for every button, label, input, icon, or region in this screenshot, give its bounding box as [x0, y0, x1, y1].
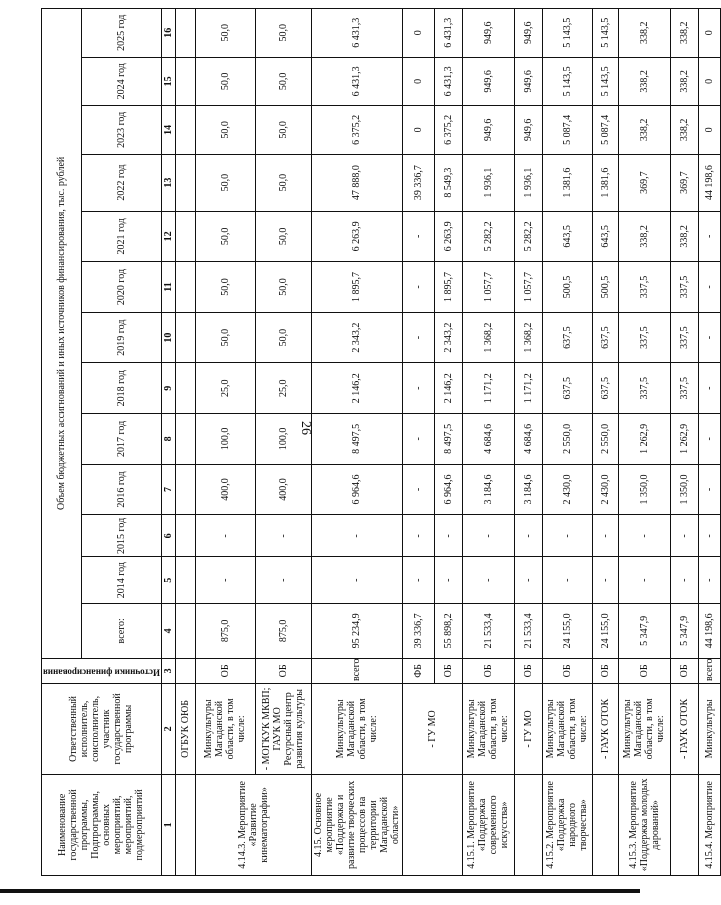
- column-index: 4: [161, 603, 175, 658]
- header-total: всего:: [81, 603, 161, 658]
- table-row: [402, 9, 434, 876]
- row-value: -: [670, 557, 698, 603]
- row-source: ОБ: [462, 658, 514, 683]
- row-value: 50,0: [255, 312, 311, 363]
- row-value: 0: [402, 106, 434, 155]
- row-value: 25,0: [255, 363, 311, 414]
- row-value: 44 198,6: [698, 154, 720, 211]
- column-index: 9: [161, 363, 175, 414]
- row-value: 6 431,3: [311, 57, 402, 106]
- row-value: [175, 515, 195, 557]
- row-value: 2 146,2: [434, 363, 462, 414]
- table-row: [195, 9, 255, 876]
- row-total: 39 336,7: [402, 603, 434, 658]
- row-value: [175, 414, 195, 465]
- row-value: -: [698, 464, 720, 515]
- row-responsible: - МОГКУК МКВП; ГАУК МО Ресурсный центр развития культуры: [255, 684, 311, 775]
- row-value: 1 368,2: [462, 312, 514, 363]
- row-source: ФБ: [402, 658, 434, 683]
- row-value: 50,0: [195, 9, 255, 58]
- row-responsible: - ГАУК ОТОК: [592, 684, 618, 775]
- row-value: 25,0: [195, 363, 255, 414]
- row-value: 338,2: [618, 106, 670, 155]
- row-value: [175, 57, 195, 106]
- row-value: 2 430,0: [592, 464, 618, 515]
- row-value: 2 343,2: [311, 312, 402, 363]
- row-value: 8 497,5: [311, 414, 402, 465]
- row-value: -: [434, 557, 462, 603]
- row-value: [175, 9, 195, 58]
- row-responsible: Минкультуры: [698, 684, 720, 775]
- header-funding: Объем бюджетных ассигнований и иных источников финансирования, тыс. рублей: [42, 9, 82, 659]
- row-responsible: ОГБУК ОЮБ: [175, 684, 195, 775]
- row-value: 643,5: [592, 211, 618, 262]
- row-value: 5 143,5: [542, 9, 592, 58]
- row-source: всего: [698, 658, 720, 683]
- row-total: [175, 603, 195, 658]
- row-value: 400,0: [255, 464, 311, 515]
- row-value: 2 550,0: [542, 414, 592, 465]
- table-row: [698, 9, 720, 876]
- row-value: 5 143,5: [592, 57, 618, 106]
- row-total: 875,0: [255, 603, 311, 658]
- row-value: -: [311, 515, 402, 557]
- row-source: [175, 658, 195, 683]
- row-value: 0: [402, 57, 434, 106]
- row-value: -: [402, 557, 434, 603]
- row-value: 337,5: [618, 312, 670, 363]
- row-value: 369,7: [618, 154, 670, 211]
- row-value: -: [698, 211, 720, 262]
- table-frame: [41, 8, 715, 876]
- row-value: 5 143,5: [592, 9, 618, 58]
- row-total: 21 533,4: [514, 603, 542, 658]
- row-total: 24 155,0: [542, 603, 592, 658]
- row-value: 337,5: [670, 262, 698, 313]
- header-year: 2014 год: [81, 557, 161, 603]
- row-value: 369,7: [670, 154, 698, 211]
- row-value: 100,0: [195, 414, 255, 465]
- row-total: 5 347,9: [618, 603, 670, 658]
- row-value: 338,2: [670, 9, 698, 58]
- row-value: 5 282,2: [514, 211, 542, 262]
- row-value: 2 343,2: [434, 312, 462, 363]
- row-value: 1 381,6: [542, 154, 592, 211]
- row-value: 5 087,4: [542, 106, 592, 155]
- row-name: [402, 774, 462, 875]
- header-year: 2016 год: [81, 464, 161, 515]
- column-index: 2: [161, 684, 175, 775]
- row-responsible: Минкультуры Магаданской области, в том числе:: [195, 684, 255, 775]
- row-value: -: [255, 557, 311, 603]
- row-total: 21 533,4: [462, 603, 514, 658]
- table-row: [175, 9, 195, 876]
- row-value: -: [402, 464, 434, 515]
- row-value: 338,2: [670, 106, 698, 155]
- row-value: -: [618, 557, 670, 603]
- row-value: 949,6: [514, 57, 542, 106]
- row-value: 1 350,0: [670, 464, 698, 515]
- row-value: -: [402, 211, 434, 262]
- row-value: -: [542, 557, 592, 603]
- row-value: 6 375,2: [311, 106, 402, 155]
- row-value: 500,5: [542, 262, 592, 313]
- row-value: 338,2: [618, 9, 670, 58]
- row-value: -: [195, 515, 255, 557]
- row-value: 50,0: [195, 57, 255, 106]
- row-total: 55 898,2: [434, 603, 462, 658]
- row-value: 5 282,2: [462, 211, 514, 262]
- row-value: 50,0: [255, 262, 311, 313]
- row-value: 643,5: [542, 211, 592, 262]
- row-total: 875,0: [195, 603, 255, 658]
- row-name: 4.15.1. Мероприятие «Поддержка современного искусства»: [462, 774, 514, 875]
- row-name: [592, 774, 618, 875]
- row-value: 1 350,0: [618, 464, 670, 515]
- row-value: 949,6: [462, 57, 514, 106]
- row-source: ОБ: [670, 658, 698, 683]
- row-value: -: [698, 414, 720, 465]
- row-value: 0: [402, 9, 434, 58]
- row-value: 4 684,6: [462, 414, 514, 465]
- row-responsible: - ГУ МО: [402, 684, 462, 775]
- row-value: 1 057,7: [462, 262, 514, 313]
- row-value: 1 895,7: [311, 262, 402, 313]
- row-value: 338,2: [670, 57, 698, 106]
- row-value: 1 936,1: [462, 154, 514, 211]
- row-value: 1 936,1: [514, 154, 542, 211]
- table-row: [670, 9, 698, 876]
- row-value: 337,5: [618, 262, 670, 313]
- column-index: 3: [161, 658, 175, 683]
- row-value: 2 550,0: [592, 414, 618, 465]
- column-index: 13: [161, 154, 175, 211]
- column-index: 14: [161, 106, 175, 155]
- row-value: 637,5: [592, 312, 618, 363]
- row-value: 50,0: [255, 154, 311, 211]
- row-value: 337,5: [670, 363, 698, 414]
- row-responsible: Минкультуры Магаданской области, в том числе:: [542, 684, 592, 775]
- row-value: -: [402, 262, 434, 313]
- header-year: 2024 год: [81, 57, 161, 106]
- row-value: -: [402, 414, 434, 465]
- column-index: 7: [161, 464, 175, 515]
- row-source: ОБ: [592, 658, 618, 683]
- row-value: -: [542, 515, 592, 557]
- row-source: ОБ: [514, 658, 542, 683]
- table-row: [255, 9, 311, 876]
- row-value: 6 263,9: [434, 211, 462, 262]
- row-value: -: [255, 515, 311, 557]
- row-value: 6 964,6: [434, 464, 462, 515]
- row-value: -: [195, 557, 255, 603]
- row-source: ОБ: [195, 658, 255, 683]
- row-value: 8 497,5: [434, 414, 462, 465]
- row-value: 338,2: [618, 57, 670, 106]
- row-value: 1 368,2: [514, 312, 542, 363]
- row-total: 44 198,6: [698, 603, 720, 658]
- row-responsible: - ГУ МО: [514, 684, 542, 775]
- header-year: 2021 год: [81, 211, 161, 262]
- header-year: 2022 год: [81, 154, 161, 211]
- row-source: ОБ: [255, 658, 311, 683]
- row-value: 100,0: [255, 414, 311, 465]
- header-year: 2017 год: [81, 414, 161, 465]
- row-name: [670, 774, 698, 875]
- row-value: [175, 211, 195, 262]
- financing-table: [41, 8, 721, 876]
- column-index: 5: [161, 557, 175, 603]
- row-name: 4.14.3. Мероприятие «Развитие кинематографии»: [195, 774, 311, 875]
- row-value: -: [514, 557, 542, 603]
- row-source: ОБ: [434, 658, 462, 683]
- row-value: 50,0: [195, 154, 255, 211]
- row-responsible: Минкультуры Магаданской области, в том числе:: [618, 684, 670, 775]
- header-name: Наименование государственной программы, Подпрограммы, основных мероприятий, мероприятий, подмероприятий: [42, 774, 162, 875]
- row-value: -: [698, 262, 720, 313]
- column-index: 12: [161, 211, 175, 262]
- row-responsible: Минкультуры Магаданской области, в том числе:: [311, 684, 402, 775]
- table-row: [311, 9, 402, 876]
- column-index: 6: [161, 515, 175, 557]
- row-value: -: [402, 515, 434, 557]
- row-value: [175, 262, 195, 313]
- page-bottom-rule: [0, 889, 640, 893]
- row-total: 95 234,9: [311, 603, 402, 658]
- row-value: 8 549,3: [434, 154, 462, 211]
- row-value: 949,6: [514, 106, 542, 155]
- row-value: -: [592, 515, 618, 557]
- row-value: -: [402, 312, 434, 363]
- row-value: [175, 363, 195, 414]
- row-name: [514, 774, 542, 875]
- row-source: ОБ: [618, 658, 670, 683]
- table-row: [462, 9, 514, 876]
- row-value: 637,5: [542, 363, 592, 414]
- row-value: -: [402, 363, 434, 414]
- row-value: -: [670, 515, 698, 557]
- row-value: -: [434, 515, 462, 557]
- row-name: 4.15.3. Мероприятие «Поддержка молодых дарований»: [618, 774, 670, 875]
- row-value: [175, 557, 195, 603]
- row-total: 24 155,0: [592, 603, 618, 658]
- row-value: -: [698, 515, 720, 557]
- row-value: 6 431,3: [434, 9, 462, 58]
- row-value: 47 888,0: [311, 154, 402, 211]
- row-value: 0: [698, 57, 720, 106]
- row-value: 949,6: [462, 106, 514, 155]
- row-value: 0: [698, 106, 720, 155]
- row-value: 1 381,6: [592, 154, 618, 211]
- row-value: [175, 464, 195, 515]
- row-name: 4.15.4. Мероприятие: [698, 774, 720, 875]
- row-value: 1 171,2: [462, 363, 514, 414]
- row-value: -: [698, 363, 720, 414]
- row-value: 1 262,9: [670, 414, 698, 465]
- row-value: 337,5: [618, 363, 670, 414]
- row-value: 1 171,2: [514, 363, 542, 414]
- row-source: ОБ: [542, 658, 592, 683]
- row-value: -: [311, 557, 402, 603]
- header-year: 2020 год: [81, 262, 161, 313]
- table-row: [542, 9, 592, 876]
- column-index: 11: [161, 262, 175, 313]
- row-total: 5 347,9: [670, 603, 698, 658]
- row-value: 50,0: [195, 312, 255, 363]
- header-year: 2019 год: [81, 312, 161, 363]
- row-value: -: [592, 557, 618, 603]
- column-index: 16: [161, 9, 175, 58]
- row-value: 949,6: [462, 9, 514, 58]
- row-value: 6 964,6: [311, 464, 402, 515]
- row-value: 50,0: [255, 9, 311, 58]
- header-responsible: Ответственный исполнитель, соисполнитель, участник государственной программы: [42, 684, 162, 775]
- row-value: 39 336,7: [402, 154, 434, 211]
- row-value: 1 895,7: [434, 262, 462, 313]
- row-value: 0: [698, 9, 720, 58]
- row-value: 338,2: [670, 211, 698, 262]
- header-year: 2018 год: [81, 363, 161, 414]
- column-index-row: [161, 9, 175, 876]
- header-source: Источники финансирования: [42, 658, 162, 683]
- row-value: 4 684,6: [514, 414, 542, 465]
- row-value: 5 087,4: [592, 106, 618, 155]
- row-value: 3 184,6: [514, 464, 542, 515]
- row-responsible: Минкультуры Магаданской области, в том числе:: [462, 684, 514, 775]
- row-value: 6 431,3: [434, 57, 462, 106]
- table-row: [618, 9, 670, 876]
- row-value: 637,5: [592, 363, 618, 414]
- row-value: [175, 106, 195, 155]
- row-name: 4.15.2. Мероприятие «Поддержка народного творчества»: [542, 774, 592, 875]
- row-value: -: [698, 312, 720, 363]
- row-value: -: [462, 557, 514, 603]
- row-value: 2 430,0: [542, 464, 592, 515]
- row-value: 50,0: [255, 211, 311, 262]
- row-value: 6 375,2: [434, 106, 462, 155]
- row-source: всего: [311, 658, 402, 683]
- row-value: 50,0: [195, 106, 255, 155]
- row-value: [175, 154, 195, 211]
- header-year: 2015 год: [81, 515, 161, 557]
- header-year: 2025 год: [81, 9, 161, 58]
- row-value: 3 184,6: [462, 464, 514, 515]
- row-value: [175, 312, 195, 363]
- row-value: 2 146,2: [311, 363, 402, 414]
- header-year: 2023 год: [81, 106, 161, 155]
- row-value: 1 057,7: [514, 262, 542, 313]
- page-number: 26: [298, 421, 313, 435]
- column-index: 1: [161, 774, 175, 875]
- row-value: 338,2: [618, 211, 670, 262]
- row-value: 637,5: [542, 312, 592, 363]
- row-value: 6 431,3: [311, 9, 402, 58]
- row-value: -: [514, 515, 542, 557]
- column-index: 10: [161, 312, 175, 363]
- row-value: 5 143,5: [542, 57, 592, 106]
- row-value: 6 263,9: [311, 211, 402, 262]
- column-index: 8: [161, 414, 175, 465]
- row-value: 50,0: [255, 106, 311, 155]
- column-index: 15: [161, 57, 175, 106]
- row-value: -: [698, 557, 720, 603]
- row-value: 50,0: [195, 262, 255, 313]
- row-value: 500,5: [592, 262, 618, 313]
- row-name: 4.15. Основное мероприятие «Поддержка и развитие творческих процессов на территории Магаданской области»: [311, 774, 402, 875]
- row-value: 400,0: [195, 464, 255, 515]
- table-row: [592, 9, 618, 876]
- row-value: 949,6: [514, 9, 542, 58]
- row-responsible: - ГАУК ОТОК: [670, 684, 698, 775]
- row-value: 50,0: [255, 57, 311, 106]
- table-row: [514, 9, 542, 876]
- row-value: -: [618, 515, 670, 557]
- row-value: 50,0: [195, 211, 255, 262]
- row-name: [175, 774, 195, 875]
- row-value: 1 262,9: [618, 414, 670, 465]
- row-value: -: [462, 515, 514, 557]
- row-value: 337,5: [670, 312, 698, 363]
